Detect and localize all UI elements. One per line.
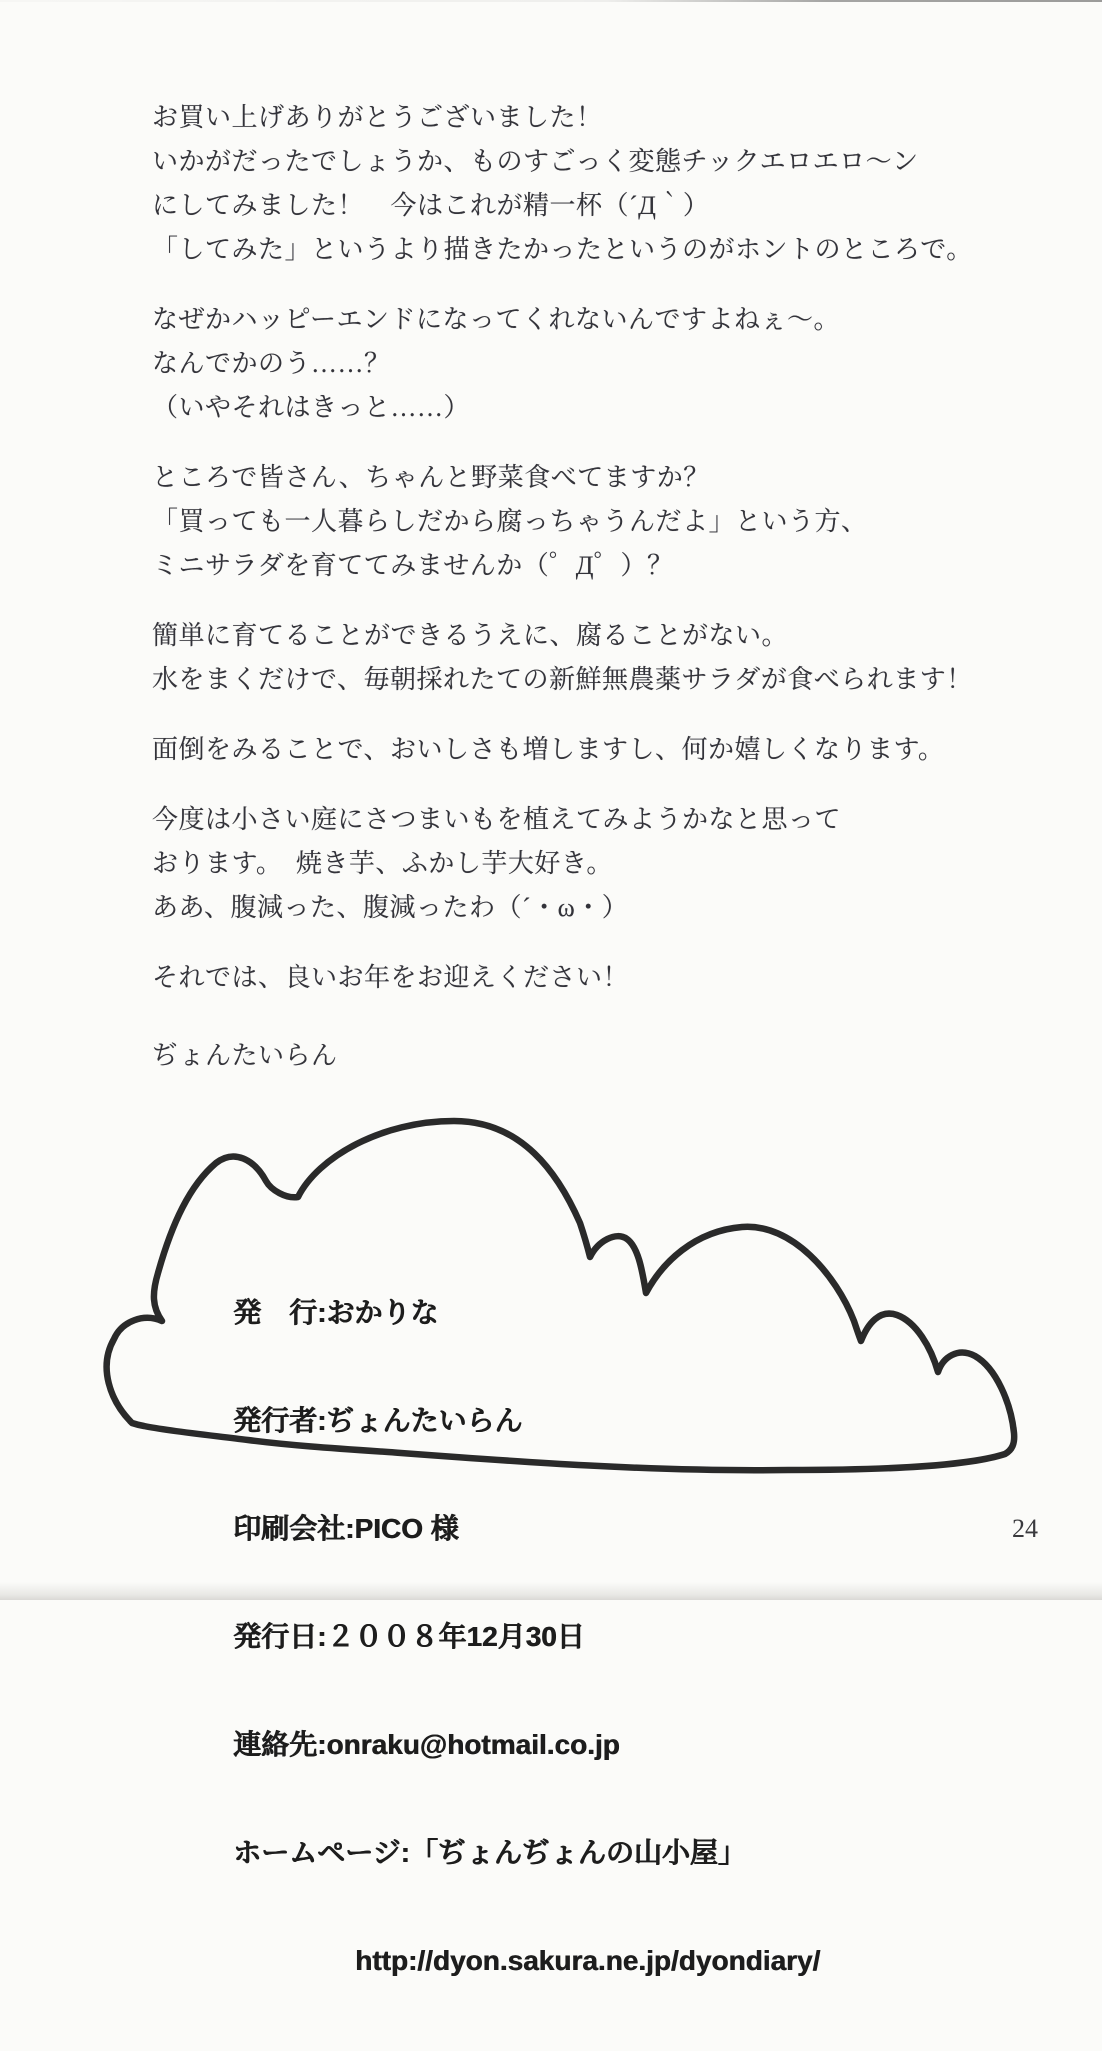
colophon-printer: 印刷会社:PICO 様 [233, 1513, 459, 1544]
colophon-publisher: 発 行:おかりな [233, 1297, 439, 1328]
afterword-line: 「買っても一人暮らしだから腐っちゃうんだよ」という方、 [152, 507, 868, 536]
afterword-paragraph [152, 728, 1072, 772]
afterword-line: お買い上げありがとうございました！ [152, 103, 603, 132]
author-signature [152, 1034, 1072, 1078]
colophon-author: 発行者:ぢょんたいらん [233, 1405, 523, 1436]
afterword-text [152, 96, 1072, 1104]
scan-top-edge-artifact [0, 0, 1102, 2]
afterword-line: 面倒をみることで、おいしさも増しますし、何か嬉しくなります。 [152, 735, 945, 764]
colophon-contact-email: 連絡先:onraku@hotmail.co.jp [233, 1729, 620, 1760]
afterword-paragraph [152, 96, 1072, 272]
colophon-text [233, 1223, 820, 2051]
afterword-line: それでは、良いお年をお迎えください！ [152, 963, 630, 992]
colophon-homepage-url: http://dyon.sakura.ne.jp/dyondiary/ [355, 1945, 821, 1976]
afterword-line: ところで皆さん、ちゃんと野菜食べてますか？ [152, 463, 710, 492]
colophon-homepage-name: ホームページ:「ぢょんぢょんの山小屋」 [233, 1837, 746, 1868]
afterword-line: 今度は小さい庭にさつまいもを植えてみようかなと思って [152, 805, 842, 834]
afterword-line: 「してみた」というより描きたかったというのがホントのところで。 [152, 235, 973, 264]
afterword-paragraph [152, 614, 1072, 702]
afterword-line: ミニサラダを育ててみませんか（゜Д゜）？ [152, 551, 674, 580]
afterword-line: ああ、腹減った、腹減ったわ（´・ω・） [152, 893, 629, 922]
scan-bottom-edge-artifact [0, 1582, 1102, 1600]
afterword-line: 簡単に育てることができるうえに、腐ることがない。 [152, 621, 789, 650]
afterword-line: ぢょんたいらん [152, 1041, 338, 1070]
afterword-paragraph [152, 798, 1072, 930]
afterword-line: にしてみました！ 今はこれが精一杯（´Д｀） [152, 191, 710, 220]
afterword-line: 水をまくだけで、毎朝採れたての新鮮無農薬サラダが食べられます！ [152, 665, 973, 694]
afterword-line: いかがだったでしょうか、ものすごっく変態チックエロエロ～ン [152, 147, 919, 176]
afterword-line: （いやそれはきっと……） [152, 393, 471, 422]
afterword-paragraph [152, 456, 1072, 588]
afterword-line: なぜかハッピーエンドになってくれないんですよねぇ～。 [152, 305, 840, 334]
page-number: 24 [1012, 1514, 1038, 1543]
afterword-paragraph [152, 298, 1072, 430]
afterword-paragraph [152, 956, 1072, 1000]
afterword-line: なんでかのう……？ [152, 349, 391, 378]
afterword-line: おります。 焼き芋、ふかし芋大好き。 [152, 849, 613, 878]
colophon-date: 発行日:２００８年12月30日 [233, 1621, 585, 1652]
